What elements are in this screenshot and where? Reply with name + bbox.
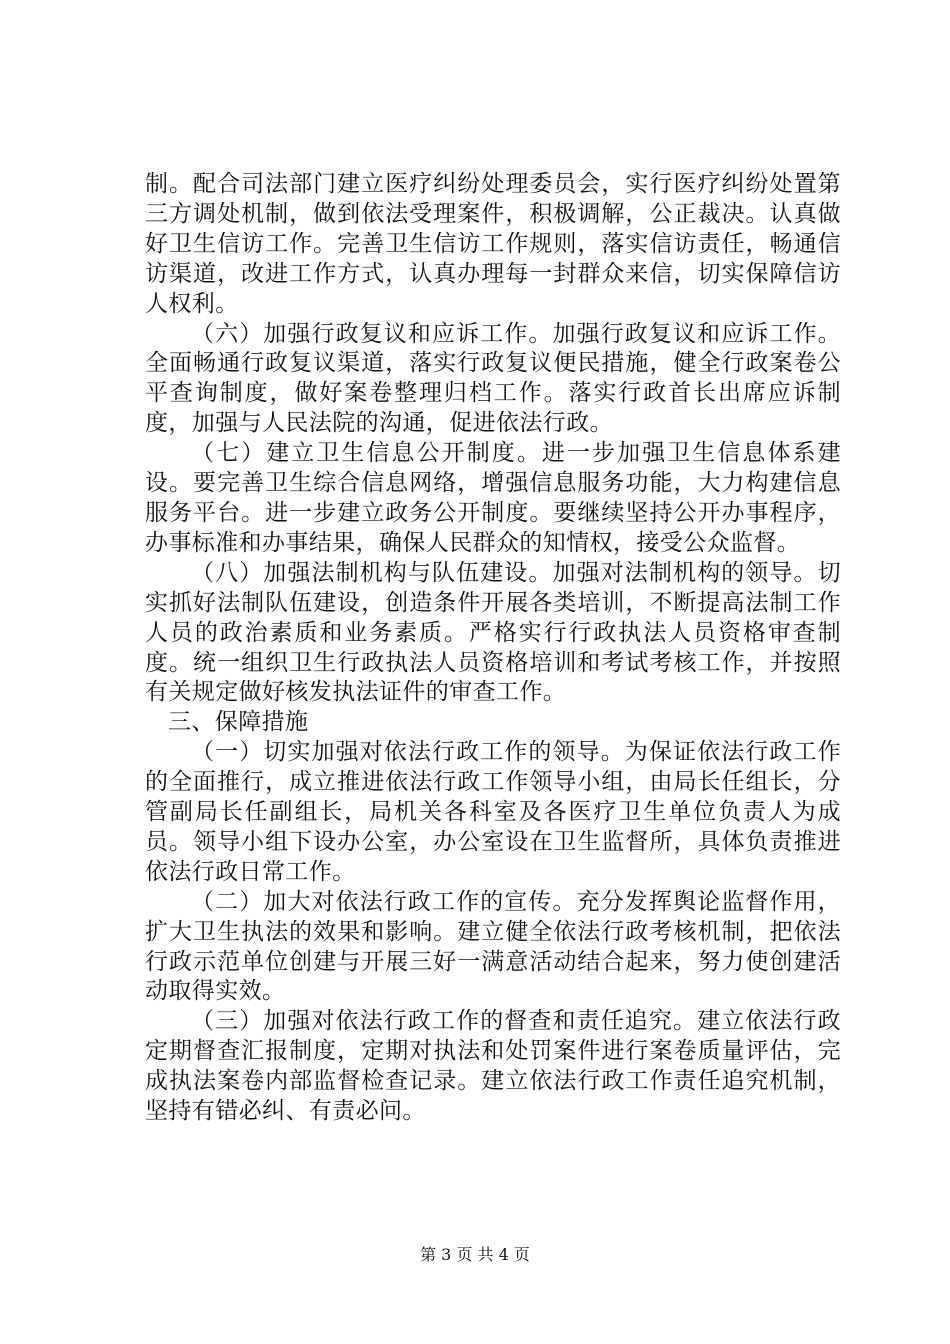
paragraph-section-6: （六）加强行政复议和应诉工作。加强行政复议和应诉工作。全面畅通行政复议渠道，落实行政复议便民措施，健全行政案卷公平查询制度，做好案卷整理归档工作。落实行政首长出席应诉制度，加强与人民法院的沟通，促进依法行政。 — [145, 320, 841, 437]
section-heading-safeguards: 三、保障措施 — [168, 709, 309, 736]
paragraph-section-8: （八）加强法制机构与队伍建设。加强对法制机构的领导。切实抓好法制队伍建设，创造条件开展各类培训，不断提高法制工作人员的政治素质和业务素质。严格实行行政执法人员资格审查制度。统一组织卫生行政执法人员资格培训和考试考核工作，并按照有关规定做好核发执法证件的审查工作。 — [145, 559, 841, 706]
paragraph-safeguard-2: （二）加大对依法行政工作的宣传。充分发挥舆论监督作用，扩大卫生执法的效果和影响。建立健全依法行政考核机制，把依法行政示范单位创建与开展三好一满意活动结合起来，努力使创建活动取得实效。 — [145, 888, 841, 1005]
document-body — [145, 170, 841, 1127]
paragraph-safeguard-1: （一）切实加强对依法行政工作的领导。为保证依法行政工作的全面推行，成立推进依法行政工作领导小组，由局长任组长，分管副局长任副组长，局机关各科室及各医疗卫生单位负责人为成员。领导小组下设办公室，办公室设在卫生监督所，具体负责推进依法行政日常工作。 — [145, 739, 841, 885]
paragraph-section-7: （七）建立卫生信息公开制度。进一步加强卫生信息体系建设。要完善卫生综合信息网络，增强信息服务功能，大力构建信息服务平台。进一步建立政务公开制度。要继续坚持公开办事程序，办事标准和办事结果，确保人民群众的知情权，接受公众监督。 — [145, 440, 841, 556]
paragraph-continued: 制。配合司法部门建立医疗纠纷处理委员会，实行医疗纠纷处置第三方调处机制，做到依法受理案件，积极调解，公正裁决。认真做好卫生信访工作。完善卫生信访工作规则，落实信访责任，畅通信访渠道，改进工作方式，认真办理每一封群众来信，切实保障信访人权利。 — [145, 171, 841, 317]
page-number-footer: 第 3 页 共 4 页 — [420, 1245, 530, 1264]
paragraph-safeguard-3: （三）加强对依法行政工作的督查和责任追究。建立依法行政定期督查汇报制度，定期对执法和处罚案件进行案卷质量评估，完成执法案卷内部监督检查记录。建立依法行政工作责任追究机制，坚持有错必纠、有责必问。 — [145, 1008, 841, 1125]
